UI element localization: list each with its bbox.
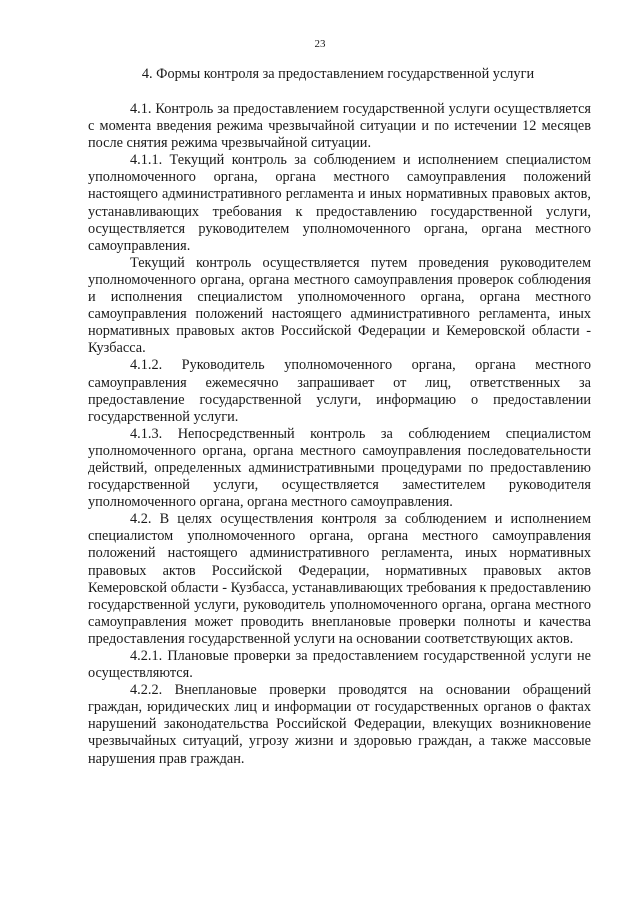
document-body	[88, 101, 591, 768]
paragraph-4-1-1: 4.1.1. Текущий контроль за соблюдением и исполнением специалистом уполномоченного органа, органа местного самоуправления положений настоящего административного регламента и иных нормативных правовых актов, устанавливающих требования к предоставлению государственной услуги, осуществляется руководителем уполномоченного органа, органа местного самоуправления.	[88, 152, 591, 254]
paragraph-4-1-2: 4.1.2. Руководитель уполномоченного органа, органа местного самоуправления ежемесячно запрашивает от лиц, ответственных за предоставление государственной услуги, информацию о предоставлении государственной услуги.	[88, 357, 591, 425]
page-number: 23	[314, 38, 326, 50]
paragraph-4-1: 4.1. Контроль за предоставлением государственной услуги осуществляется с момента введения режима чрезвычайной ситуации и по истечении 12 месяцев после снятия режима чрезвычайной ситуации.	[88, 101, 591, 152]
paragraph-4-2-2: 4.2.2. Внеплановые проверки проводятся на основании обращений граждан, юридических лиц и информации от государственных органов о фактах нарушений законодательства Российской Федерации, влекущих возникновение чрезвычайных ситуаций, угрозу жизни и здоровью граждан, а также массовые нарушения прав граждан.	[88, 682, 591, 767]
paragraph-4-2: 4.2. В целях осуществления контроля за соблюдением и исполнением специалистом уполномоченного органа, органа местного самоуправления положений настоящего административного регламента, иных нормативных правовых актов Российской Федерации, нормативных правовых актов Кемеровской области - Кузбасса, устанавливающих требования к предоставлению государственной услуги, руководитель уполномоченного органа, органа местного самоуправления может проводить внеплановые проверки полноты и качества предоставления государственной услуги на основании соответствующих актов.	[88, 511, 591, 647]
paragraph-4-1-3: 4.1.3. Непосредственный контроль за соблюдением специалистом уполномоченного органа, органа местного самоуправления последовательности действий, определенных административными процедурами по предоставлению государственной услуги, осуществляется заместителем руководителя уполномоченного органа, органа местного самоуправления.	[88, 425, 591, 511]
paragraph-current-control: Текущий контроль осуществляется путем проведения руководителем уполномоченного органа, органа местного самоуправления проверок соблюдения и исполнения специалистом уполномоченного органа, органа местного самоуправления положений настоящего административного регламента, иных нормативных правовых актов Российской Федерации и Кемеровской области - Кузбасса.	[88, 254, 591, 357]
paragraph-4-2-1: 4.2.1. Плановые проверки за предоставлением государственной услуги не осуществляются.	[88, 648, 591, 682]
section-heading: 4. Формы контроля за предоставлением государственной услуги	[141, 66, 535, 82]
